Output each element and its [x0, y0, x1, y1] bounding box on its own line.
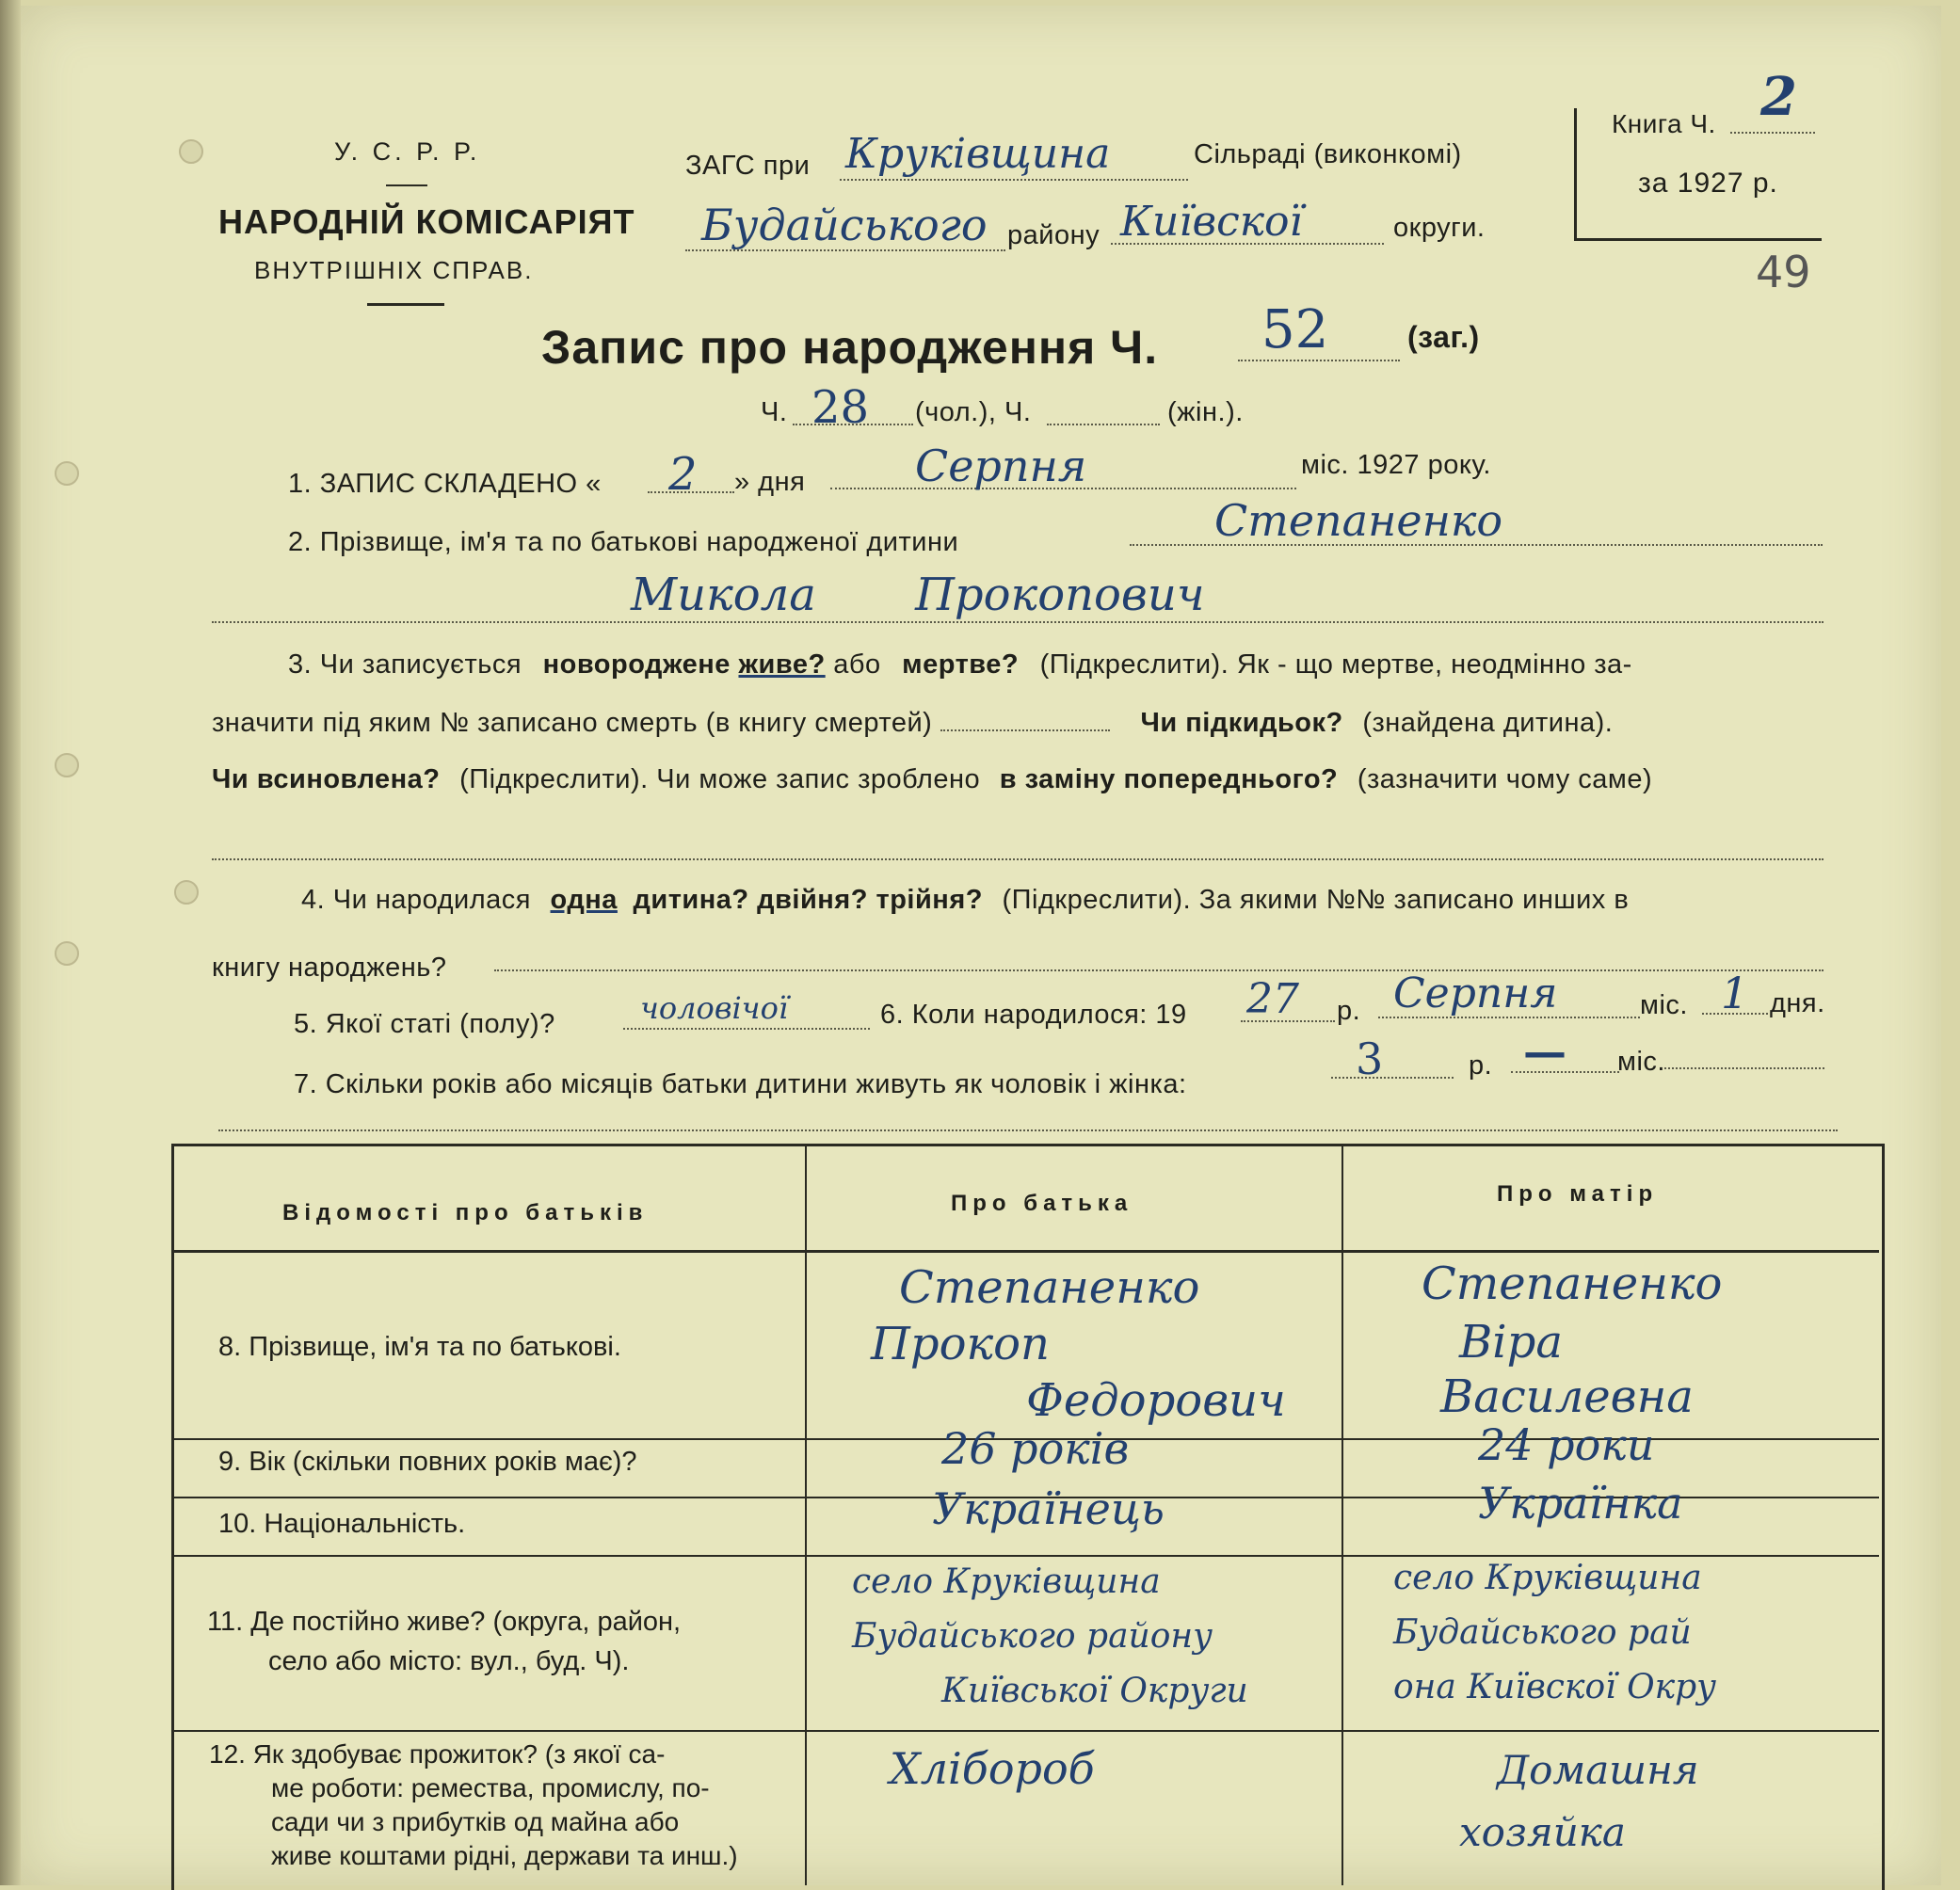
female-label: (жін.).	[1167, 397, 1244, 427]
male-count-value: 28	[811, 381, 870, 434]
raion-label: району	[1007, 220, 1100, 250]
row12-label-line2: ме роботи: ремества, промислу, по-	[271, 1773, 710, 1802]
page-binding-edge	[0, 0, 21, 1885]
table-row-rule	[171, 1555, 1879, 1557]
row11-mother-line1: село Круківщина	[1393, 1559, 1702, 1597]
field1-day-suffix: » дня	[734, 467, 806, 497]
field7-tail-line	[1664, 1067, 1824, 1069]
field3-foundling-note: (знайдена дитина).	[1362, 708, 1614, 738]
field1-month-value: Серпня	[915, 440, 1087, 491]
field6-mis: міс.	[1640, 990, 1688, 1020]
field3-line2	[212, 708, 1613, 739]
commissariat-title: НАРОДНІЙ КОМІСАРІЯТ	[218, 202, 635, 241]
field3-newborn: новороджене	[542, 649, 731, 680]
field4-single-option: одна	[550, 885, 618, 915]
field5-line	[623, 1028, 870, 1030]
field3-line3	[212, 764, 1652, 795]
book-label: Книга Ч.	[1612, 109, 1716, 138]
row11-father-line3: Київської Округи	[941, 1672, 1248, 1710]
page-number: 49	[1756, 247, 1811, 297]
row10-label: 10. Національність.	[218, 1509, 466, 1539]
field7-label: 7. Скільки років або місяців батьки дитини живуть як чоловік і жінка:	[294, 1069, 1187, 1099]
book-number-value: 2	[1760, 66, 1797, 128]
department-label: ВНУТРІШНІХ СПРАВ.	[254, 256, 534, 284]
record-title: Запис про народження Ч.	[541, 321, 1159, 374]
record-number-suffix: (заг.)	[1407, 320, 1480, 354]
zags-prefix: ЗАГС при	[685, 151, 811, 181]
book-number-line	[1730, 132, 1815, 134]
field6-year-value: 27	[1246, 975, 1299, 1023]
binding-hole	[55, 753, 79, 777]
field4-instruction: (Підкреслити). За якими №№ записано инших в	[1002, 885, 1630, 915]
table-row-rule	[171, 1730, 1879, 1732]
row12-father-occupation: Хлібороб	[890, 1743, 1095, 1794]
field3-label	[288, 649, 1632, 681]
row9-label: 9. Вік (скільки повних років має)?	[218, 1447, 637, 1477]
field2-surname-value: Степаненко	[1214, 495, 1503, 546]
row8-father-patronymic: Федорович	[1026, 1374, 1286, 1427]
row12-label-line3: сади чи з прибутків од майна або	[271, 1807, 680, 1836]
row10-father-nationality: Українець	[932, 1483, 1165, 1534]
divider	[386, 184, 427, 186]
field7-years-line	[1331, 1077, 1454, 1079]
row10-mother-nationality: Українка	[1478, 1478, 1683, 1529]
binding-hole	[55, 461, 79, 486]
field3-alive-option: живе?	[738, 649, 826, 680]
field3-replacement-option: в заміну попереднього?	[999, 764, 1339, 794]
field3-replacement-question: (Підкреслити). Чи може запис зроблено	[459, 764, 981, 794]
row12-mother-occupation-line2: хозяйка	[1459, 1809, 1626, 1855]
divider	[367, 303, 444, 306]
field2-label: 2. Прізвище, ім'я та по батькові народженої дитини	[288, 527, 959, 557]
row11-mother-line3: она Київскої Окру	[1393, 1668, 1717, 1706]
field4-line2	[494, 969, 1823, 971]
row8-label: 8. Прізвище, ім'я та по батькові.	[218, 1332, 621, 1362]
table-header-father: Про батька	[951, 1191, 1133, 1216]
row11-label-line2: село або місто: вул., буд. Ч).	[268, 1646, 630, 1676]
row11-label-line1: 11. Де постійно живе? (округа, район,	[207, 1607, 682, 1637]
field3-death-ref: значити під яким № записано смерть (в книгу смертей)	[212, 708, 933, 738]
republic-label: У. С. Р. Р.	[334, 137, 481, 166]
row8-mother-name: Віра	[1459, 1316, 1563, 1369]
field6-r: р.	[1337, 996, 1361, 1026]
field3-foundling-option: Чи підкидьок?	[1140, 708, 1343, 738]
field6-label: 6. Коли народилося: 19	[880, 1000, 1187, 1030]
row11-father-line2: Будайського району	[852, 1617, 1213, 1656]
field6-dnia: дня.	[1770, 988, 1825, 1018]
zags-suffix: Сільраді (виконкомі)	[1194, 139, 1462, 169]
binding-hole	[55, 941, 79, 966]
field3-replacement-note: (зазначити чому саме)	[1357, 764, 1653, 794]
row9-father-age: 26 років	[941, 1423, 1130, 1474]
book-year: за 1927 р.	[1638, 168, 1778, 199]
field7-mis: міс.	[1617, 1047, 1665, 1077]
field4-line2-label: книгу народжень?	[212, 953, 447, 983]
field3-adopted-option: Чи всиновлена?	[212, 764, 441, 794]
field7-months-value: —	[1523, 1026, 1566, 1077]
row8-father-surname: Степаненко	[899, 1261, 1200, 1314]
male-count-prefix: Ч.	[761, 397, 788, 427]
okruha-value: Київскої	[1120, 198, 1303, 246]
row11-father-line1: село Круківщина	[852, 1562, 1161, 1601]
row8-mother-patronymic: Василевна	[1440, 1370, 1694, 1423]
zags-village-line	[840, 179, 1188, 181]
field7-years-value: 3	[1356, 1033, 1384, 1084]
field2-line2	[212, 621, 1823, 623]
field1-day-value: 2	[668, 448, 698, 501]
row12-label-line4: живе коштами рідні, держави та инш.)	[271, 1841, 738, 1870]
field4-label	[301, 885, 1629, 916]
record-number-value: 52	[1261, 299, 1329, 360]
row12-label-line1: 12. Як здобуває прожиток? (з якої са-	[209, 1739, 666, 1769]
field3-instruction: (Підкреслити). Як - що мертве, неодмінно за-	[1039, 649, 1632, 680]
field1-tail: міс. 1927 року.	[1301, 450, 1491, 480]
zags-village-value: Круківщина	[845, 130, 1111, 178]
table-divider	[1341, 1146, 1343, 1885]
field5-value: чоловічої	[640, 990, 789, 1026]
table-header-mother: Про матір	[1497, 1181, 1659, 1207]
field3-or: або	[833, 649, 881, 680]
row11-mother-line2: Будайського рай	[1393, 1613, 1692, 1652]
field6-month-value: Серпня	[1393, 969, 1558, 1017]
field7-line2	[218, 1129, 1838, 1131]
table-header-info: Відомості про батьків	[282, 1200, 649, 1225]
raion-value: Будайського	[701, 200, 988, 250]
row12-mother-occupation-line1: Домашня	[1497, 1747, 1699, 1793]
female-count-line	[1047, 424, 1160, 425]
field6-day-value: 1	[1721, 968, 1749, 1018]
binding-hole	[174, 880, 199, 905]
table-header-rule	[171, 1250, 1879, 1253]
row8-mother-surname: Степаненко	[1422, 1257, 1723, 1310]
field3-line4	[212, 858, 1823, 860]
field3-dead-option: мертве?	[902, 649, 1020, 680]
field4-options: дитина? двійня? трійня?	[633, 885, 983, 915]
binding-hole	[179, 139, 203, 164]
male-label: (чол.), Ч.	[915, 397, 1032, 427]
table-divider	[805, 1146, 807, 1885]
row8-father-name: Прокоп	[871, 1318, 1050, 1370]
field2-name-value: Микола Прокопович	[631, 569, 1205, 621]
field7-r: р.	[1469, 1050, 1493, 1081]
field4-text-a: 4. Чи народилася	[301, 885, 531, 915]
field1-label: 1. ЗАПИС СКЛАДЕНО «	[288, 469, 602, 499]
field5-label: 5. Якої статі (полу)?	[294, 1009, 555, 1039]
field3-text-a: 3. Чи записується	[288, 649, 522, 680]
row9-mother-age: 24 роки	[1478, 1419, 1655, 1470]
okruha-label: округи.	[1393, 213, 1486, 243]
